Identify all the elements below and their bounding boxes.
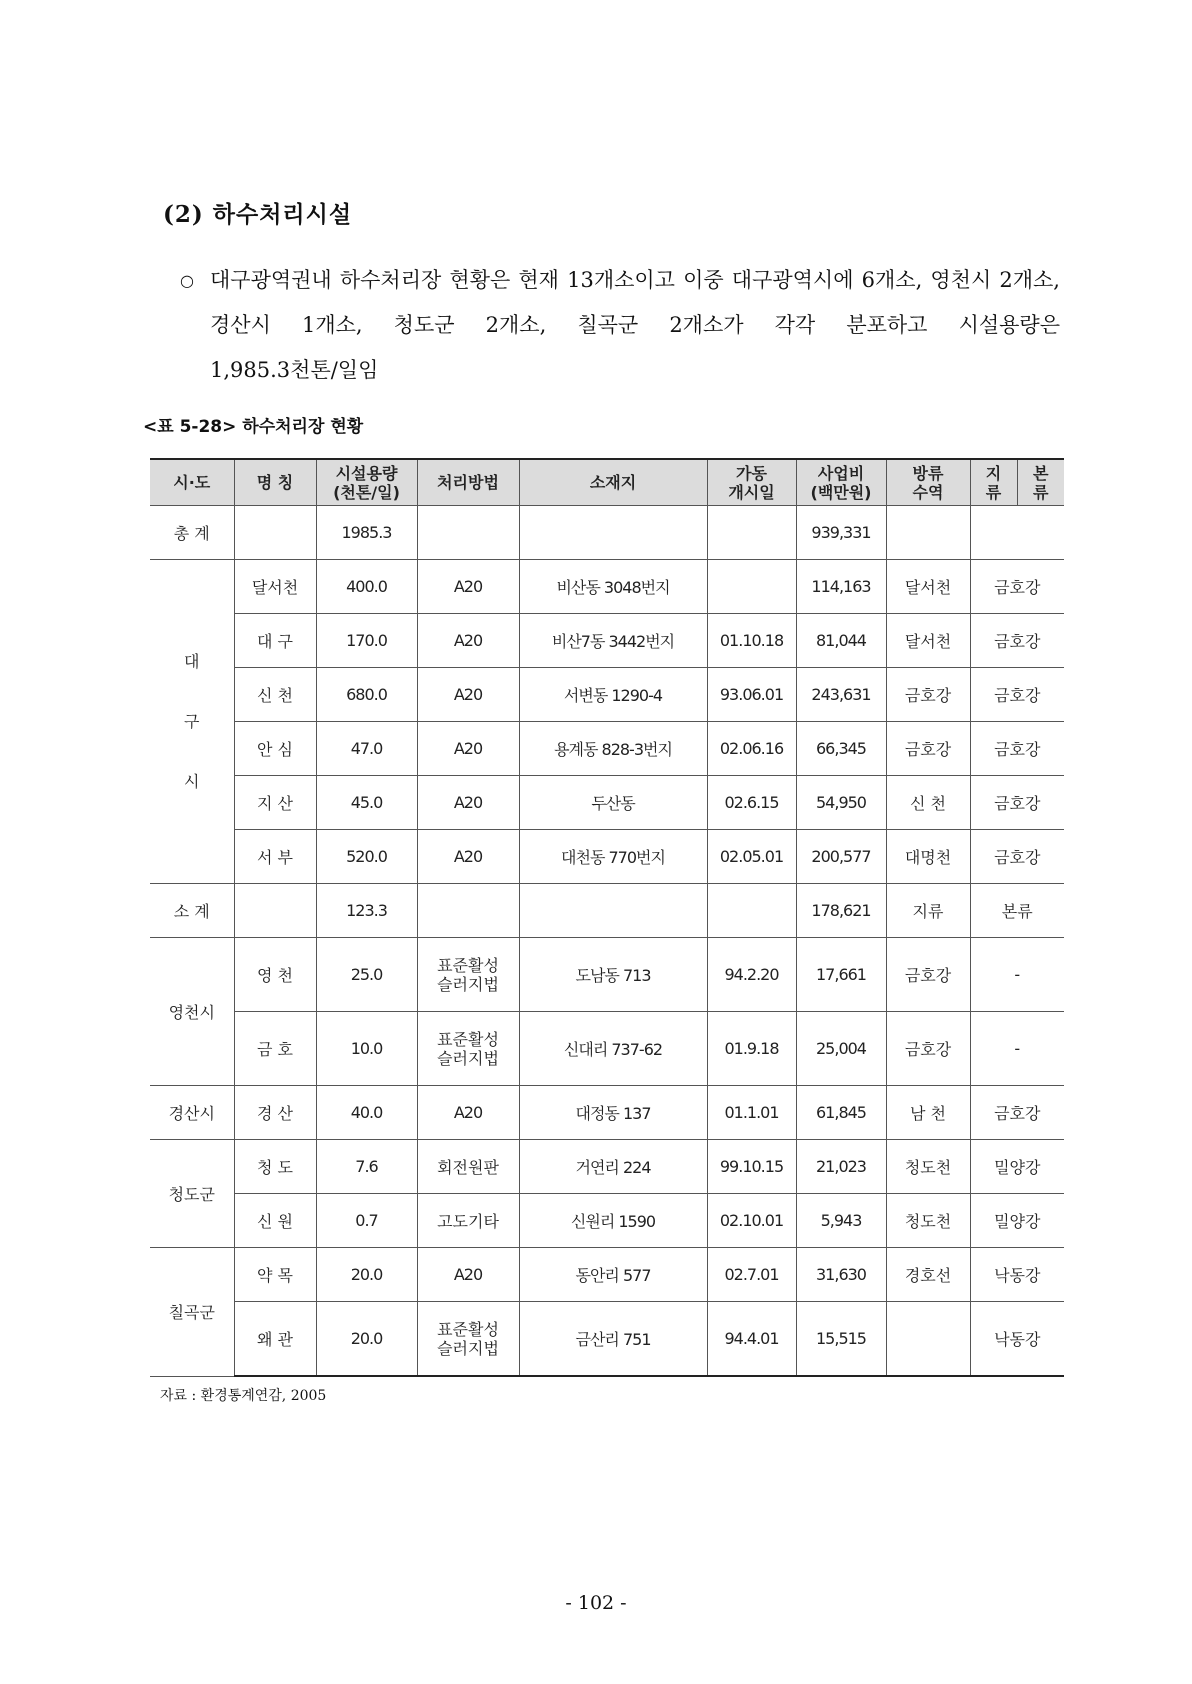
table-row: 청도군 청 도 7.6 회전원판 거연리 224 99.10.15 21,023 청도천 밀양강 [150,1140,1064,1194]
paragraph-text [210,258,1060,393]
cell-region-gyeongsan: 경산시 [150,1086,234,1140]
table-row: 경산시 경 산 40.0 A20 대정동 137 01.1.01 61,845 남 천 금호강 [150,1086,1064,1140]
header-method: 처리방법 [417,459,519,506]
header-name: 명 칭 [234,459,316,506]
table-row-total [150,506,1064,560]
table-row: 대 구 170.0 A20 비산7동 3442번지 01.10.18 81,044 달서천 금호강 [150,614,1064,668]
header-start-date: 가동 개시일 [707,459,796,506]
bullet-marker: ○ [180,271,194,290]
cell-region-yeongcheon: 영천시 [150,938,234,1086]
table-row: 금 호 10.0 표준활성 슬러지법 신대리 737-62 01.9.18 25,004 금호강 - [150,1012,1064,1086]
cell-total-capacity: 1985.3 [316,506,417,560]
cell-subtotal-label: 소 계 [150,884,234,938]
table-row: 안 심 47.0 A20 용계동 828-3번지 02.06.16 66,345 금호강 금호강 [150,722,1064,776]
header-location: 소재지 [519,459,707,506]
table-row-subtotal: 소 계 123.3 178,621 지류 본류 [150,884,1064,938]
table-row: 왜 관 20.0 표준활성 슬러지법 금산리 751 94.4.01 15,515 낙동강 [150,1302,1064,1377]
cell-region-chilgok: 칠곡군 [150,1248,234,1377]
table-source-note: 자료 : 환경통계연감, 2005 [160,1388,327,1404]
page-number: - 102 - [565,1592,627,1614]
paragraph-line-1: 대구광역권내 하수처리장 현황은 현재 13개소이고 이중 대구광역시에 6개소, 영천시 [210,268,992,292]
cell-region-cheongdo: 청도군 [150,1140,234,1248]
header-capacity: 시설용량 (천톤/일) [316,459,417,506]
cell-total-label: 총 계 [150,506,234,560]
header-discharge: 방류 수역 [886,459,970,506]
cell-subtotal-cost: 178,621 [796,884,886,938]
cell-total-cost: 939,331 [796,506,886,560]
paragraph-line-3: 1,985.3천톤/일임 [210,358,379,382]
paragraph-line-2: 2개소, 경산시 1개소, 청도군 2개소, 칠곡군 2개소가 각각 분포하고 시설용량은 [210,268,1060,337]
table-row: 칠곡군 약 목 20.0 A20 동안리 577 02.7.01 31,630 경호선 낙동강 [150,1248,1064,1302]
table-row: 대 구 시 달서천 400.0 A20 비산동 3048번지 114,163 달서천 금호강 [150,560,1064,614]
table-header-row [150,459,1064,506]
header-tributary: 지 류 [970,459,1017,506]
table-caption: <표 5-28> 하수처리장 현황 [143,417,364,437]
bullet-paragraph [180,258,1060,393]
table-row: 신 천 680.0 A20 서변동 1290-4 93.06.01 243,631 금호강 금호강 [150,668,1064,722]
header-main-river: 본 류 [1017,459,1064,506]
table-row: 지 산 45.0 A20 두산동 02.6.15 54,950 신 천 금호강 [150,776,1064,830]
section-title: (2) 하수처리시설 [163,201,353,228]
header-cost: 사업비 (백만원) [796,459,886,506]
table-row: 서 부 520.0 A20 대천동 770번지 02.05.01 200,577 대명천 금호강 [150,830,1064,884]
header-region: 시·도 [150,459,234,506]
table-row: 신 원 0.7 고도기타 신원리 1590 02.10.01 5,943 청도천 밀양강 [150,1194,1064,1248]
cell-subtotal-capacity: 123.3 [316,884,417,938]
sewage-plant-table [150,458,1064,1377]
cell-region-daegu: 대 구 시 [150,560,234,884]
table-row: 영천시 영 천 25.0 표준활성 슬러지법 도남동 713 94.2.20 17,661 금호강 - [150,938,1064,1012]
